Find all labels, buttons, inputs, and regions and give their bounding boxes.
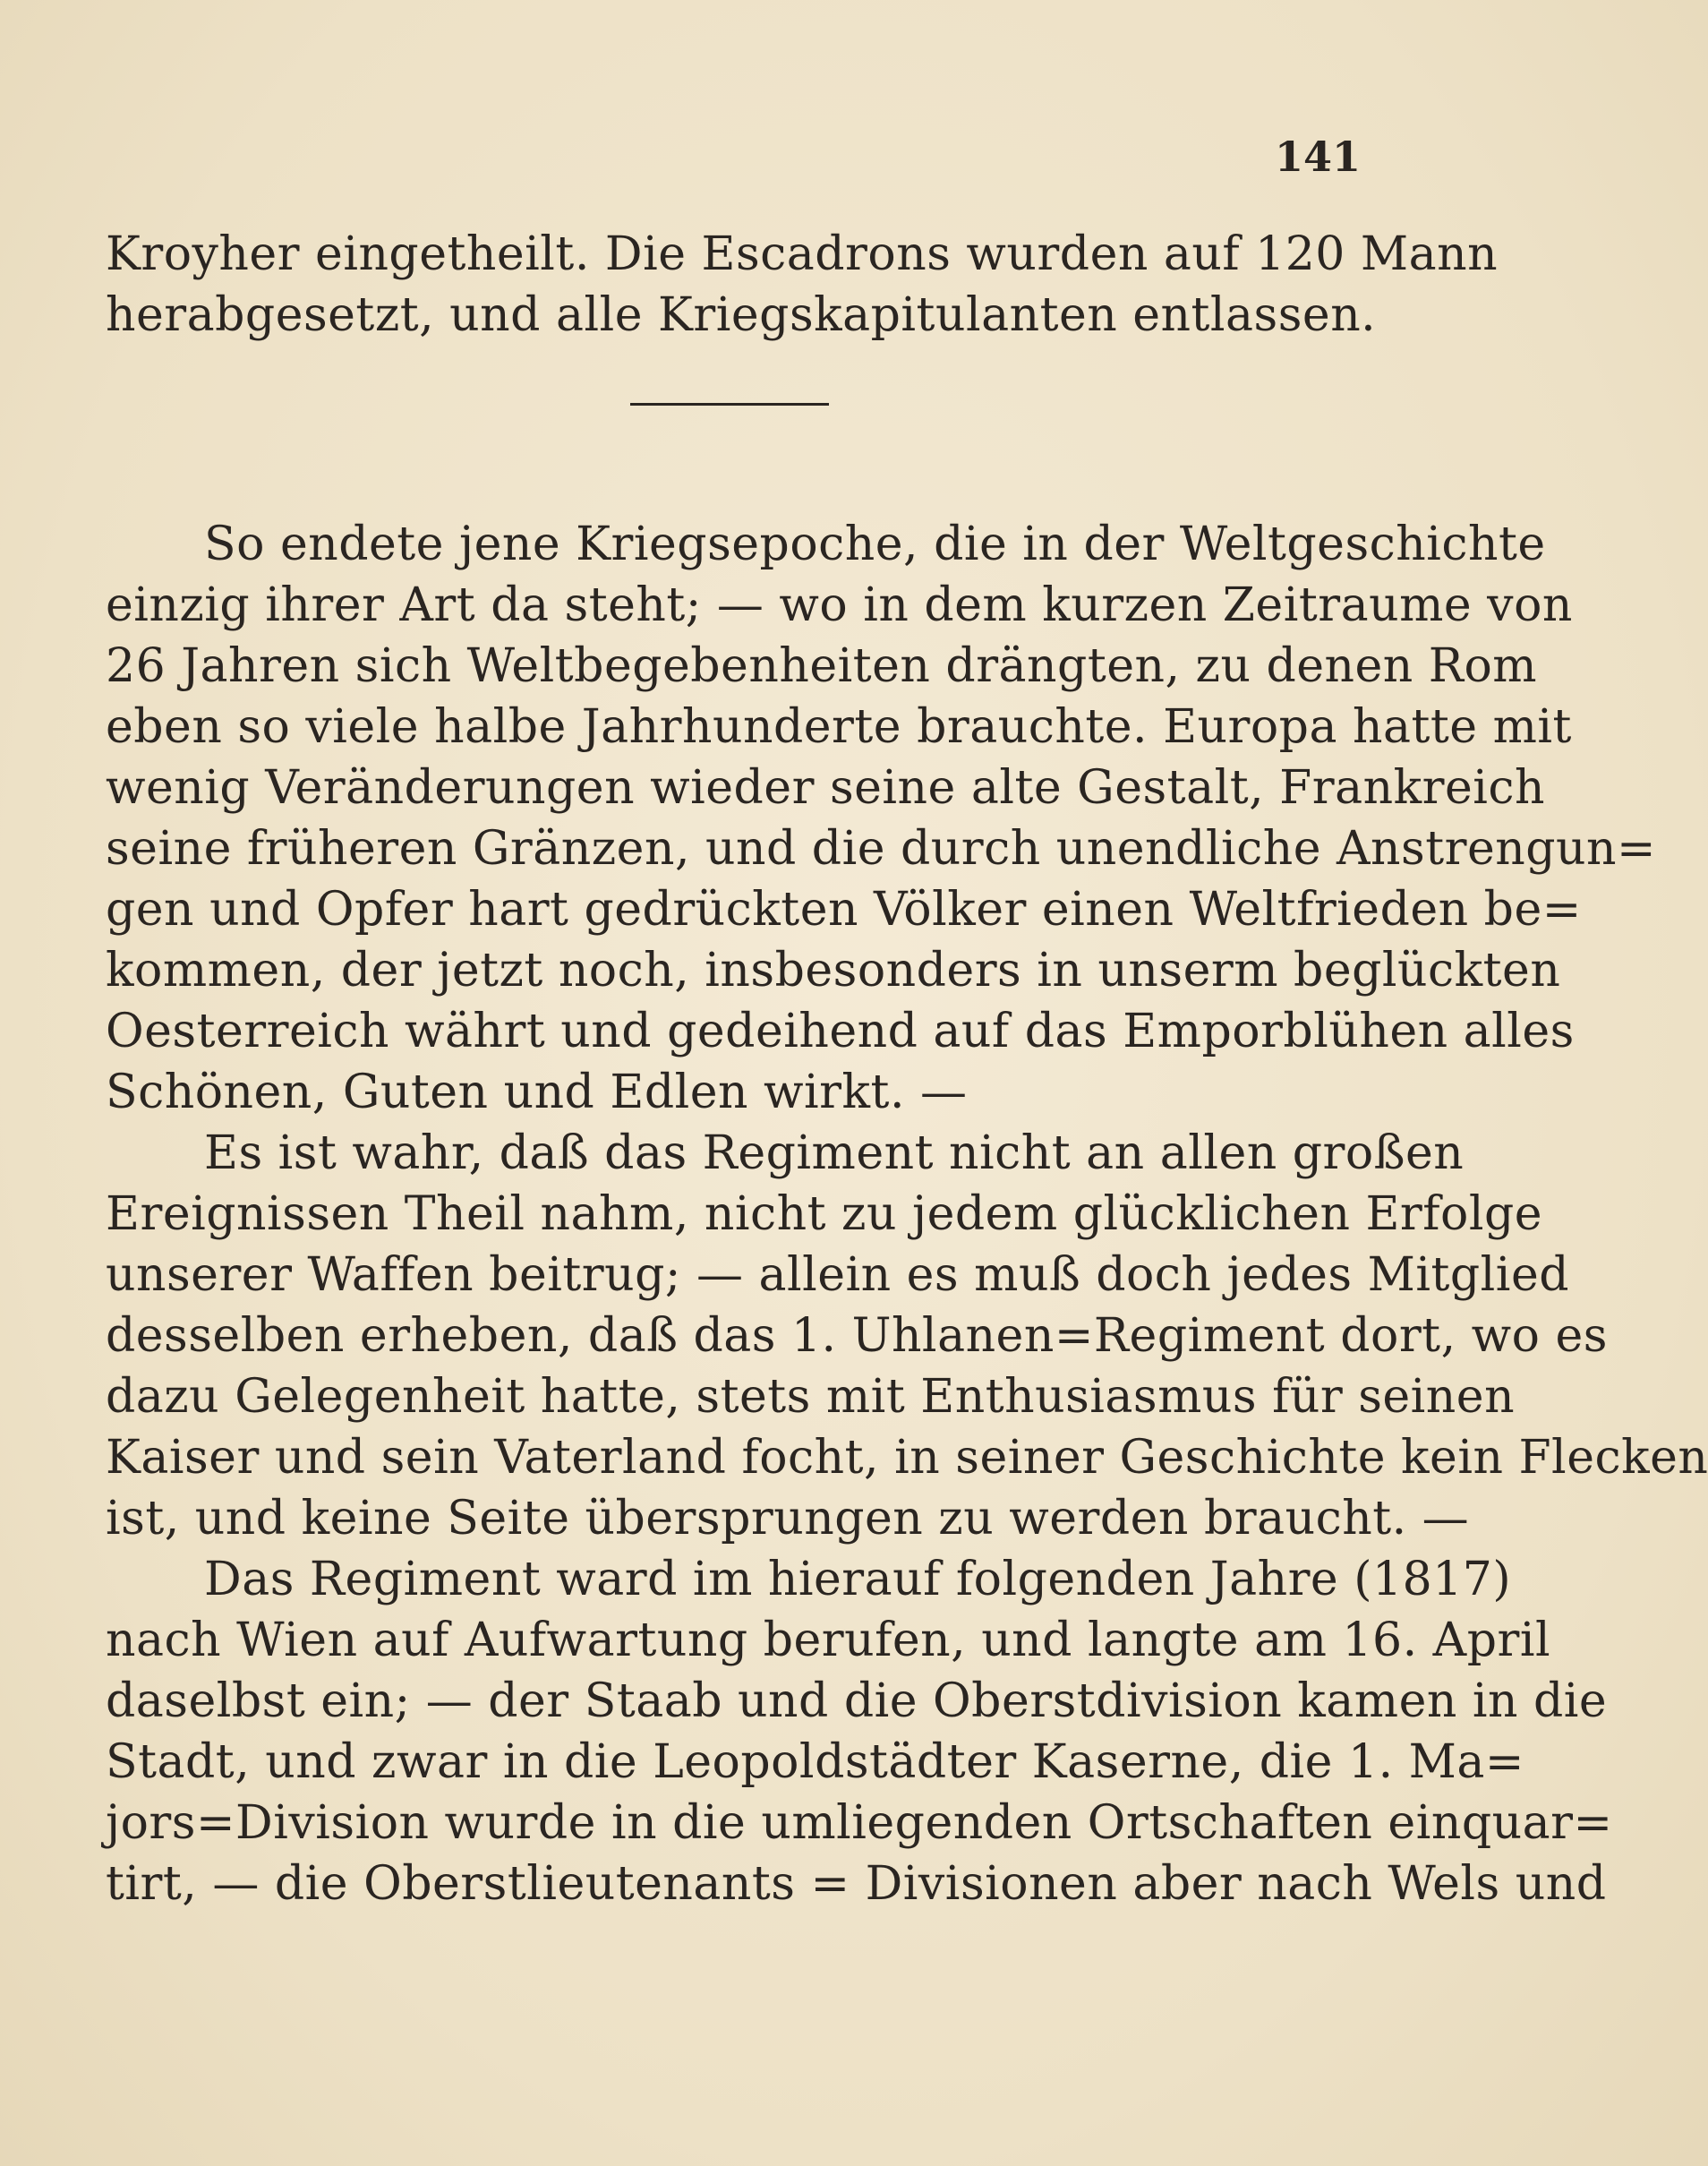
text-line: unserer Waffen beitrug; — allein es muß doch jedes Mitglied <box>106 1248 1569 1302</box>
text-line: Es ist wahr, daß das Regiment nicht an allen großen <box>204 1126 1465 1180</box>
text-line: tirt, — die Oberstlieutenants = Divisionen aber nach Wels und <box>106 1857 1607 1911</box>
text-line: So endete jene Kriegsepoche, die in der Weltgeschichte <box>204 518 1546 571</box>
text-line: Oesterreich währt und gedeihend auf das Emporblühen alles <box>106 1005 1575 1058</box>
text-line: wenig Veränderungen wieder seine alte Gestalt, Frankreich <box>106 761 1545 815</box>
text-line: 26 Jahren sich Weltbegebenheiten drängten, zu denen Rom <box>106 639 1538 693</box>
text-line: jors=Division wurde in die umliegenden Ortschaften einquar= <box>106 1796 1613 1850</box>
text-line: eben so viele halbe Jahrhunderte brauchte. Europa hatte mit <box>106 700 1572 754</box>
section-divider <box>630 403 829 406</box>
text-line: Ereignissen Theil nahm, nicht zu jedem glücklichen Erfolge <box>106 1187 1543 1241</box>
text-line: Stadt, und zwar in die Leopoldstädter Kaserne, die 1. Ma= <box>106 1735 1524 1789</box>
text-line: Schönen, Guten und Edlen wirkt. — <box>106 1066 968 1119</box>
text-line: dazu Gelegenheit hatte, stets mit Enthusiasmus für seinen <box>106 1370 1516 1424</box>
text-line: ist, und keine Seite übersprungen zu werden braucht. — <box>106 1492 1470 1545</box>
text-line: einzig ihrer Art da steht; — wo in dem kurzen Zeitraume von <box>106 578 1573 632</box>
text-line: daselbst ein; — der Staab und die Oberstdivision kamen in die <box>106 1674 1608 1728</box>
text-line: nach Wien auf Aufwartung berufen, und langte am 16. April <box>106 1614 1551 1667</box>
text-line: desselben erheben, daß das 1. Uhlanen=Regiment dort, wo es <box>106 1309 1608 1363</box>
text-line: Kaiser und sein Vaterland focht, in seiner Geschichte kein Flecken <box>106 1431 1708 1485</box>
text-line: Kroyher eingetheilt. Die Escadrons wurden auf 120 Mann <box>106 227 1499 281</box>
text-line: kommen, der jetzt noch, insbesonders in unserm beglückten <box>106 944 1561 997</box>
text-line: Das Regiment ward im hierauf folgenden Jahre (1817) <box>204 1553 1512 1606</box>
text-line: seine früheren Gränzen, und die durch unendliche Anstrengun= <box>106 822 1657 876</box>
text-line: gen und Opfer hart gedrückten Völker einen Weltfrieden be= <box>106 883 1582 937</box>
text-line: herabgesetzt, und alle Kriegskapitulanten entlassen. <box>106 288 1377 342</box>
page-number: 141 <box>1274 133 1361 181</box>
